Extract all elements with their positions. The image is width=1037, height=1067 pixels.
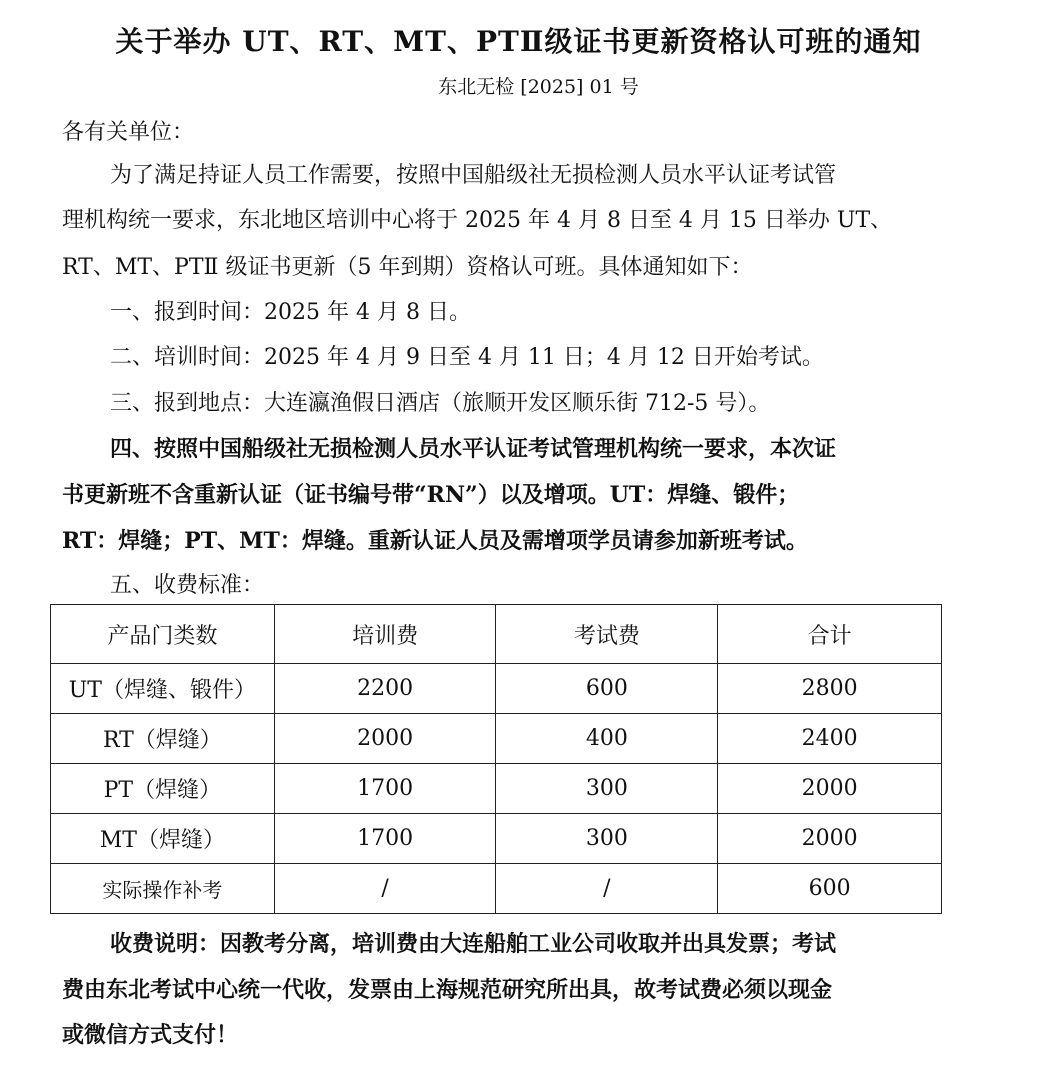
header-total: 合计 <box>718 605 942 664</box>
salutation: 各有关单位： <box>62 120 195 145</box>
table-row <box>51 864 942 914</box>
table-row <box>51 664 942 714</box>
header-category: 产品门类数 <box>51 605 275 664</box>
row-training-fee: 2200 <box>274 664 496 714</box>
item-report-time: 一、报到时间：2025 年 4 月 8 日。 <box>110 300 471 325</box>
row-total: 2400 <box>718 714 942 764</box>
row-training-fee: 1700 <box>274 814 496 864</box>
row-training-fee: / <box>274 864 496 914</box>
row-exam-fee: / <box>496 864 718 914</box>
row-training-fee: 1700 <box>274 764 496 814</box>
row-exam-fee: 600 <box>496 664 718 714</box>
fee-note-line-3: 或微信方式支付！ <box>62 1022 239 1048</box>
row-category: MT（焊缝） <box>51 814 275 864</box>
table-row <box>51 814 942 864</box>
row-category: PT（焊缝） <box>51 764 275 814</box>
row-training-fee: 2000 <box>274 714 496 764</box>
fee-heading: 五、收费标准： <box>110 573 265 598</box>
row-exam-fee: 300 <box>496 764 718 814</box>
note-line-3: RT：焊缝；PT、MT：焊缝。重新认证人员及需增项学员请参加新班考试。 <box>62 528 808 554</box>
row-total: 600 <box>718 864 942 914</box>
row-total: 2000 <box>718 814 942 864</box>
fee-table <box>50 604 942 914</box>
item-location: 三、报到地点：大连瀛渔假日酒店（旅顺开发区顺乐街 712-5 号）。 <box>110 391 771 416</box>
item-training-time: 二、培训时间：2025 年 4 月 9 日至 4 月 11 日；4 月 12 日开始考试。 <box>110 345 824 370</box>
header-training-fee: 培训费 <box>274 605 496 664</box>
fee-table-header-row <box>51 605 942 664</box>
row-exam-fee: 300 <box>496 814 718 864</box>
row-exam-fee: 400 <box>496 714 718 764</box>
table-row <box>51 714 942 764</box>
intro-line-2: 理机构统一要求，东北地区培训中心将于 2025 年 4 月 8 日至 4 月 15 日举办 UT、 <box>62 208 893 233</box>
row-total: 2800 <box>718 664 942 714</box>
intro-line-3: RT、MT、PTⅡ 级证书更新（5 年到期）资格认可班。具体通知如下： <box>62 255 753 280</box>
row-category: RT（焊缝） <box>51 714 275 764</box>
header-exam-fee: 考试费 <box>496 605 718 664</box>
row-category: UT（焊缝、锻件） <box>51 664 275 714</box>
intro-line-1: 为了满足持证人员工作需要，按照中国船级社无损检测人员水平认证考试管 <box>110 163 837 188</box>
table-row <box>51 764 942 814</box>
row-total: 2000 <box>718 764 942 814</box>
document-title: 关于举办 UT、RT、MT、PTⅡ级证书更新资格认可班的通知 <box>115 25 922 58</box>
row-category: 实际操作补考 <box>51 864 275 914</box>
fee-note-line-2: 费由东北考试中心统一代收，发票由上海规范研究所出具，故考试费必须以现金 <box>62 977 833 1003</box>
fee-note-line-1: 收费说明：因教考分离，培训费由大连船舶工业公司收取并出具发票；考试 <box>110 931 837 957</box>
note-line-2: 书更新班不含重新认证（证书编号带“RN”）以及增项。UT：焊缝、锻件； <box>62 482 800 508</box>
note-line-1: 四、按照中国船级社无损检测人员水平认证考试管理机构统一要求，本次证 <box>110 436 837 462</box>
document-number: 东北无检 [2025] 01 号 <box>438 76 639 98</box>
